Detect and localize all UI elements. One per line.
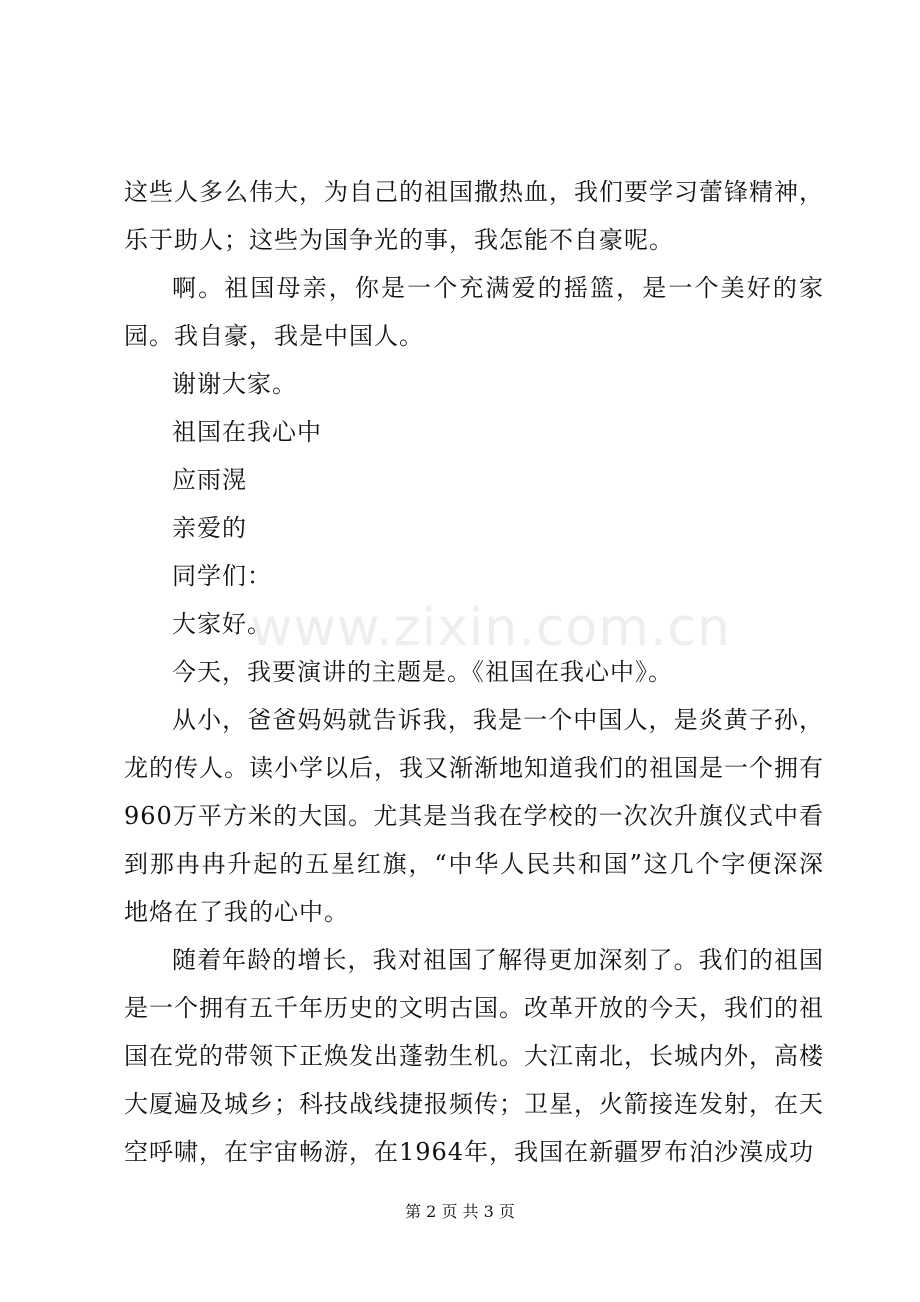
site-watermark: www.zixin.com.cn	[250, 598, 731, 658]
paragraph-growth: 随着年龄的增长，我对祖国了解得更加深刻了。我们的祖国是一个拥有五千年历史的文明古国。改革开放的今天，我们的祖国在党的带领下正焕发出蓬勃生机。大江南北，长城内外，高楼大厦遍及城乡；科技战线捷报频传；卫星，火箭接连发射，在天空呼啸，在宇宙畅游，在1964年，我国在新疆罗布泊沙漠成功	[124, 946, 824, 1166]
paragraph-1: 这些人多么伟大，为自己的祖国撒热血，我们要学习蕾锋精神，乐于助人；这些为国争光的事，我怎能不自豪呢。	[124, 178, 824, 254]
paragraph-3: 谢谢大家。	[172, 370, 297, 398]
speech-title: 祖国在我心中	[172, 418, 322, 446]
greeting-line-2: 同学们：	[172, 562, 272, 590]
greeting-line-3: 大家好。	[172, 610, 272, 638]
paragraph-childhood: 从小，爸爸妈妈就告诉我，我是一个中国人，是炎黄子孙，龙的传人。读小学以后，我又渐渐地知道我们的祖国是一个拥有960万平方米的大国。尤其是当我在学校的一次次升旗仪式中看到那冉冉升起的五星红旗，“中华人民共和国”这几个字便深深地烙在了我的心中。	[124, 706, 824, 926]
document-body	[124, 168, 824, 1176]
speech-author: 应雨滉	[172, 466, 247, 494]
paragraph-2: 啊。祖国母亲，你是一个充满爱的摇篮，是一个美好的家园。我自豪，我是中国人。	[124, 274, 824, 350]
greeting-line-1: 亲爱的	[172, 514, 247, 542]
page-number-footer: 第 2 页 共 3 页	[405, 1202, 515, 1221]
paragraph-topic: 今天，我要演讲的主题是。《祖国在我心中》。	[172, 658, 673, 686]
